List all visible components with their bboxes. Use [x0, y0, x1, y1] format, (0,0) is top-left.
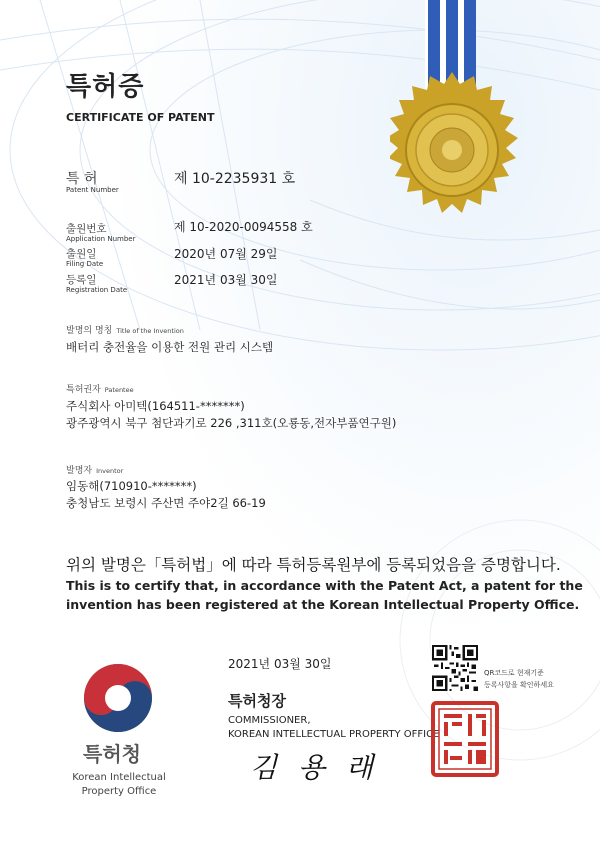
- patent-number-label: 특 허: [66, 171, 98, 187]
- inventor-label-ko: 발명자: [66, 466, 93, 476]
- registration-date-value: 2021년 03월 30일: [174, 273, 278, 287]
- application-number-label: 출원번호: [66, 223, 107, 235]
- certificate-title-english: CERTIFICATE OF PATENT: [66, 111, 215, 124]
- kipo-logo-icon: [73, 660, 163, 736]
- inventor-label: [66, 463, 123, 476]
- registration-date-label: 등록일: [66, 274, 97, 286]
- registration-date-label-en: Registration Date: [66, 286, 128, 294]
- certificate-title: 특허증: [66, 72, 145, 102]
- filing-date-value: 2020년 07월 29일: [174, 247, 278, 261]
- invention-title-label: [66, 323, 184, 336]
- inventor-name: 임동해(710910-*******): [66, 479, 197, 493]
- kipo-name-en-line2: Property Office: [81, 786, 157, 797]
- commissioner-title-ko: 특허청장: [228, 692, 286, 710]
- kipo-name-en-line1: Korean Intellectual: [72, 772, 166, 783]
- patentee-label-ko: 특허권자: [66, 385, 101, 395]
- patent-number-value: 제 10-2235931 호: [174, 171, 296, 187]
- patentee-address: 광주광역시 북구 첨단과기로 226 ,311호(오룡동,전자부품연구원): [66, 416, 397, 430]
- commissioner-title-en-line2: KOREAN INTELLECTUAL PROPERTY OFFICE: [228, 729, 440, 740]
- invention-title-label-en: Title of the Invention: [116, 327, 184, 335]
- issue-date: 2021년 03월 30일: [228, 657, 332, 671]
- qr-note-line2: 등록사항을 확인하세요: [484, 681, 554, 689]
- patentee-label: [66, 382, 134, 395]
- kipo-name-ko: 특허청: [83, 742, 141, 766]
- patentee-label-en: Patentee: [104, 386, 134, 394]
- invention-title-label-ko: 발명의 명칭: [66, 326, 113, 336]
- gold-seal-emblem: [390, 0, 560, 230]
- invention-title-value: 배터리 충전율을 이용한 전원 관리 시스템: [66, 340, 274, 354]
- certification-statement-ko: 위의 발명은「특허법」에 따라 특허등록원부에 등록되었음을 증명합니다.: [66, 556, 561, 574]
- application-number-value: 제 10-2020-0094558 호: [174, 220, 313, 234]
- commissioner-title-en-line1: COMMISSIONER,: [228, 715, 311, 726]
- inventor-address: 충청남도 보령시 주산면 주야2길 66-19: [66, 496, 266, 510]
- official-seal-stamp: [430, 700, 500, 778]
- commissioner-signature: 김 용 래: [250, 751, 379, 784]
- patent-number-label-en: Patent Number: [66, 186, 119, 194]
- filing-date-label: 출원일: [66, 248, 97, 260]
- certification-statement-en-line2: invention has been registered at the Korean Intellectual Property Office.: [66, 597, 580, 612]
- qr-note-line1: QR코드로 현재기준: [484, 669, 544, 677]
- inventor-label-en: Inventor: [96, 467, 124, 475]
- application-number-label-en: Application Number: [66, 235, 136, 243]
- qr-code-icon[interactable]: [432, 645, 478, 691]
- filing-date-label-en: Filing Date: [66, 260, 104, 268]
- patentee-name: 주식회사 아미텍(164511-*******): [66, 399, 245, 413]
- certification-statement-en-line1: This is to certify that, in accordance with the Patent Act, a patent for the: [66, 578, 583, 593]
